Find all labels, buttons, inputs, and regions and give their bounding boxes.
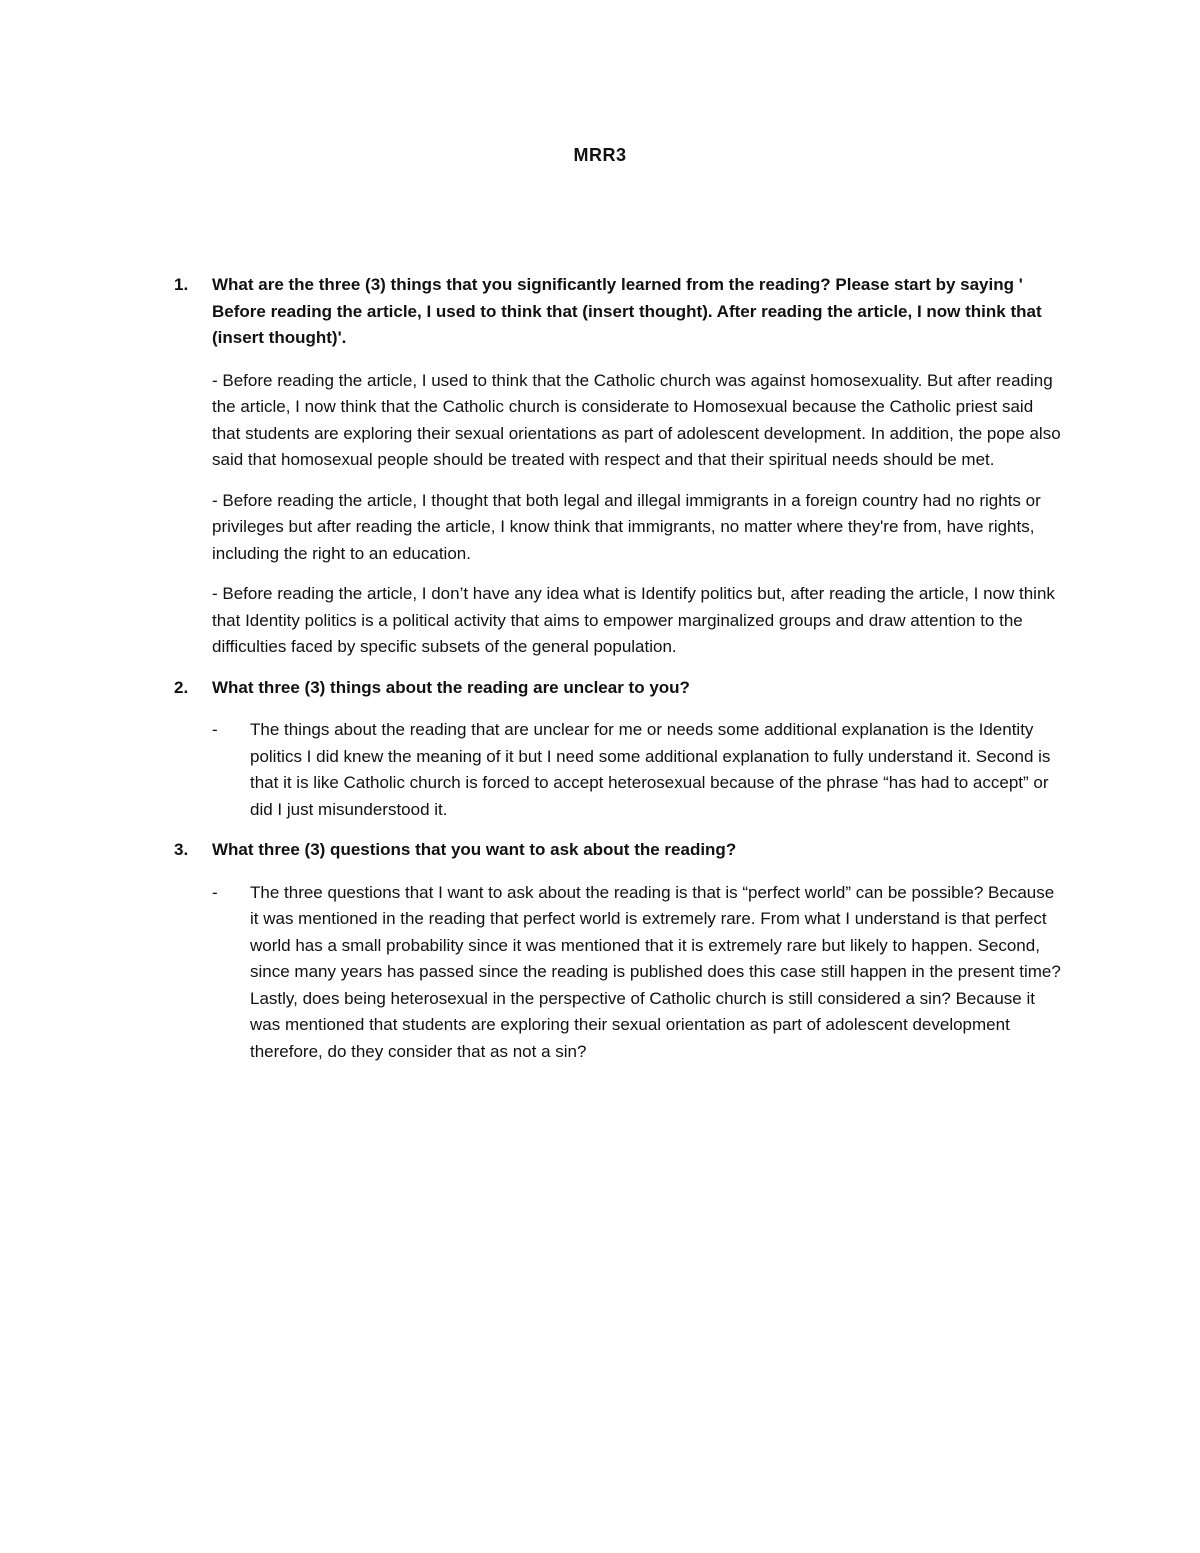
question-1-number: 1. (174, 275, 189, 294)
question-2-text: What three (3) things about the reading are unclear to you? (212, 677, 690, 697)
question-2 (174, 675, 1064, 702)
question-3-text: What three (3) questions that you want to ask about the reading? (212, 840, 737, 859)
question-3-answer-text: The three questions that I want to ask about the reading is that is “perfect world” can be possible? Because it was mentioned in the reading that perfect world is extremely rare. From what I understand is that perfect world has a small probability since it was mentioned that it is extremely rare but likely to happen. Second, since many years has passed since the reading is published does this case still happen in the present time? Lastly, does being heterosexual in the perspective of Catholic church is still considered a sin? Because it was mentioned that students are exploring their sexual orientation as part of adolescent development therefore, do they consider that as not a sin? (250, 882, 1061, 1061)
question-2-number: 2. (174, 677, 189, 697)
document-title: MRR3 (573, 145, 627, 165)
dash-marker: - (212, 720, 218, 739)
question-1-answer-1: - Before reading the article, I used to think that the Catholic church was against homosexuality. But after reading the article, I now think that the Catholic church is considerate to Homosexual because the Catholic priest said that students are exploring their sexual orientations as part of adolescent development. In addition, the pope also said that homosexual people should be treated with respect and that their spiritual needs should be met. (212, 370, 1061, 469)
question-2-answer (212, 717, 1064, 823)
question-3 (174, 837, 1064, 864)
question-1-answer-2: - Before reading the article, I thought that both legal and illegal immigrants in a foreign country had no rights or privileges but after reading the article, I know think that immigrants, no matter where they're from, have rights, including the right to an education. (212, 490, 1041, 563)
question-3-answer (212, 880, 1064, 1066)
dash-marker: - (212, 882, 218, 902)
question-3-number: 3. (174, 840, 189, 859)
document-content (174, 272, 1064, 1065)
question-1-text: What are the three (3) things that you significantly learned from the reading? Please start by saying ' Before reading the article, I used to think that (insert thought). After reading the article, I now think that (insert thought)'. (212, 275, 1042, 347)
question-1-answer-3: - Before reading the article, I don’t have any idea what is Identify politics but, after reading the article, I now think that Identity politics is a political activity that aims to empower marginalized groups and draw attention to the difficulties faced by specific subsets of the general population. (212, 584, 1055, 656)
question-2-answer-text: The things about the reading that are unclear for me or needs some additional explanation is the Identity politics I did knew the meaning of it but I need some additional explanation to fully understand it. Second is that it is like Catholic church is forced to accept heterosexual because of the phrase “has had to accept” or did I just misunderstood it. (250, 720, 1051, 819)
question-1 (174, 272, 1064, 352)
